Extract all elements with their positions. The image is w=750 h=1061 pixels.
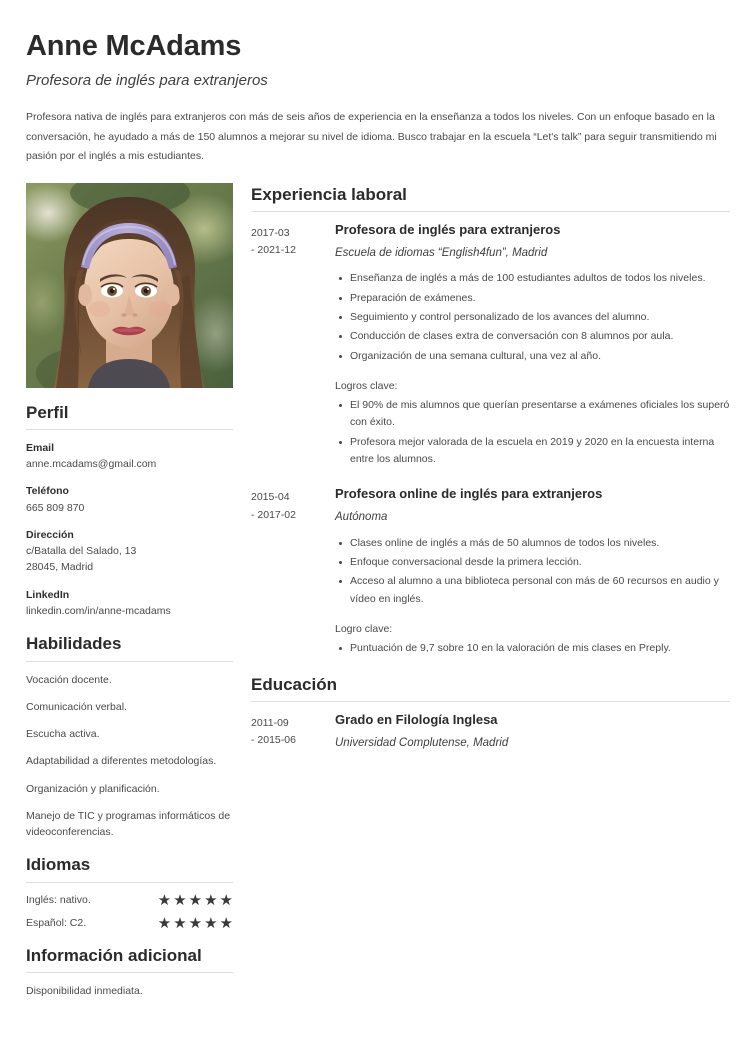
list-item: El 90% de mis alumnos que querían presentarse a exámenes oficiales los superó con éxito. (350, 397, 730, 432)
list-item: Clases online de inglés a más de 50 alumnos de todos los niveles. (350, 535, 730, 552)
section-skills (26, 633, 233, 840)
star-icon: ★ (157, 914, 172, 932)
star-icon: ★ (188, 914, 203, 932)
list-item: Organización de una semana cultural, una vez al año. (350, 348, 730, 365)
date-end: - 2015-06 (251, 734, 296, 747)
list-item: Adaptabilidad a diferentes metodologías. (26, 755, 217, 768)
star-icon: ★ (173, 914, 187, 932)
spacer (251, 474, 730, 486)
entry-body (335, 222, 730, 471)
entry-organization: Escuela de idiomas “English4fun”, Madrid (335, 246, 548, 259)
list-item: Comunicación verbal. (26, 700, 127, 713)
contact-label: LinkedIn (26, 588, 70, 601)
main-content (251, 183, 730, 756)
section-additional-info (26, 945, 233, 1000)
language-rating (158, 893, 233, 908)
section-profile (26, 402, 233, 620)
divider (251, 701, 730, 702)
sidebar (26, 183, 233, 1000)
divider (26, 661, 233, 662)
entry-body (335, 486, 730, 659)
summary-paragraph: Profesora nativa de inglés para extranjeros con más de seis años de experiencia en la enseñanza a todos los niveles. Con un enfoque basado en la conversación, he ayudado a más de 150 alumnos a mejorar su nivel de idioma. Busco trabajar en la escuela “Let's talk” para seguir transmitiendo mi pasión por el inglés a mis estudiantes. (26, 111, 717, 163)
list-item: Profesora mejor valorada de la escuela en 2019 y 2020 en la encuesta interna entre los alumnos. (350, 434, 730, 469)
divider (26, 972, 233, 973)
list-item: Preparación de exámenes. (350, 290, 730, 307)
job-title: Profesora de inglés para extranjeros (26, 72, 268, 90)
entry-body (335, 712, 730, 751)
page-title: Anne McAdams (26, 30, 242, 62)
star-icon: ★ (157, 891, 172, 909)
contact-value-line1: c/Batalla del Salado, 13 (26, 545, 137, 558)
responsibility-list (335, 270, 730, 365)
list-item: Disponibilidad inmediata. (26, 984, 143, 997)
entry-role: Profesora online de inglés para extranjeros (335, 486, 603, 502)
avatar (26, 183, 233, 388)
language-label: Español: C2. (26, 916, 87, 929)
star-icon: ★ (188, 891, 203, 909)
entry-organization: Autónoma (335, 511, 388, 524)
cv-columns (0, 167, 750, 1000)
experience-entry (251, 486, 730, 659)
education-entry (251, 712, 730, 751)
contact-label: Teléfono (26, 485, 69, 498)
entry-role: Profesora de inglés para extranjeros (335, 221, 561, 237)
section-experience (251, 184, 730, 660)
list-item: Puntuación de 9,7 sobre 10 en la valoración de mis clases en Preply. (350, 640, 730, 657)
section-title-skills: Habilidades (26, 634, 122, 654)
profile-photo-image (26, 183, 233, 388)
date-start: 2011-09 (251, 716, 289, 729)
section-languages (26, 854, 233, 930)
star-icon: ★ (173, 891, 187, 909)
star-icon: ★ (204, 891, 218, 909)
date-end: - 2021-12 (251, 244, 296, 257)
achievement-list (335, 640, 730, 657)
institution-name: Universidad Complutense, Madrid (335, 736, 509, 749)
list-item: Enfoque conversacional desde la primera lección. (350, 554, 730, 571)
contact-email (26, 440, 233, 473)
entry-dates (251, 486, 335, 524)
list-item: Enseñanza de inglés a más de 100 estudiantes adultos de todos los niveles. (350, 270, 730, 287)
section-title-profile: Perfil (26, 402, 69, 422)
contact-value[interactable]: 665 809 870 (26, 501, 85, 514)
contact-value[interactable]: linkedin.com/in/anne-mcadams (26, 604, 171, 617)
section-title-experience: Experiencia laboral (251, 184, 407, 204)
degree-title: Grado en Filología Inglesa (335, 711, 498, 727)
achievements-label: Logros clave: (335, 379, 398, 392)
list-item: Acceso al alumno a una biblioteca personal con más de 60 recursos en audio y vídeo en inglés. (350, 573, 730, 608)
section-title-additional: Información adicional (26, 945, 202, 965)
contact-address (26, 527, 233, 576)
date-start: 2015-04 (251, 491, 290, 504)
section-education (251, 674, 730, 752)
list-item: Organización y planificación. (26, 782, 160, 795)
contact-label: Dirección (26, 528, 74, 541)
contact-label: Email (26, 441, 55, 454)
list-item (26, 916, 233, 931)
entry-dates (251, 712, 335, 750)
star-icon: ★ (204, 914, 218, 932)
language-label: Inglés: nativo. (26, 893, 91, 906)
section-title-education: Educación (251, 674, 337, 694)
date-end: - 2017-02 (251, 508, 296, 521)
achievements-label: Logro clave: (335, 623, 393, 636)
star-icon: ★ (219, 914, 233, 932)
list-item: Manejo de TIC y programas informáticos de videoconferencias. (26, 809, 231, 839)
list-item: Vocación docente. (26, 673, 112, 686)
divider (251, 211, 730, 212)
achievement-list (335, 397, 730, 468)
experience-entry (251, 222, 730, 471)
language-rating (158, 916, 233, 931)
list-item: Seguimiento y control personalizado de los avances del alumno. (350, 309, 730, 326)
responsibility-list (335, 535, 730, 608)
list-item: Conducción de clases extra de conversación con 8 alumnos por aula. (350, 328, 730, 345)
cv-header (0, 0, 750, 167)
contact-value-line2: 28045, Madrid (26, 561, 94, 574)
divider (26, 882, 233, 883)
list-item: Escucha activa. (26, 728, 100, 741)
entry-dates (251, 222, 335, 260)
divider (26, 429, 233, 430)
contact-linkedin (26, 587, 233, 620)
contact-phone (26, 483, 233, 516)
star-icon: ★ (219, 891, 233, 909)
section-title-languages: Idiomas (26, 855, 91, 875)
list-item (26, 893, 233, 908)
contact-value[interactable]: anne.mcadams@gmail.com (26, 458, 157, 471)
date-start: 2017-03 (251, 226, 290, 239)
